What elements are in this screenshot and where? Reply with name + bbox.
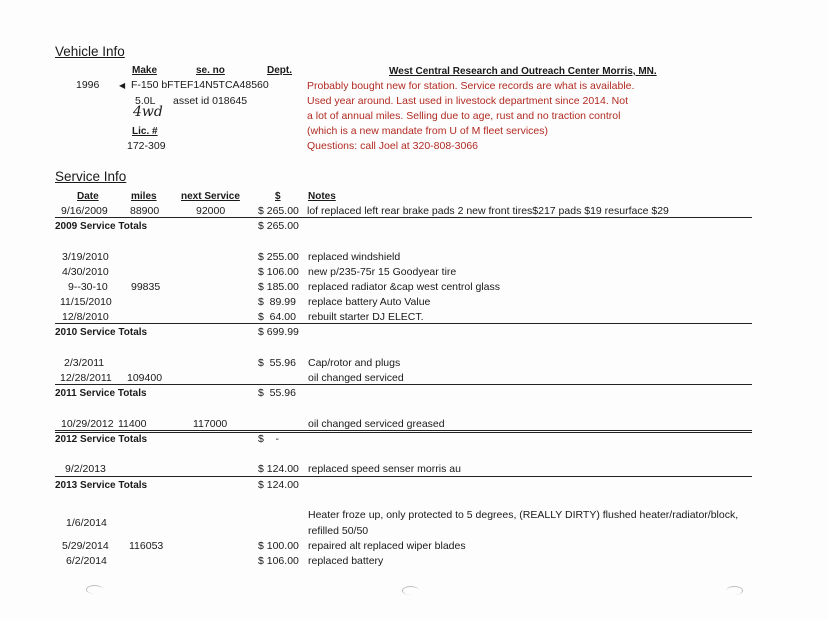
totals-amount: $ 124.00 bbox=[258, 479, 299, 491]
row-amount: $ 265.00 bbox=[258, 205, 299, 217]
row-notes: oil changed serviced bbox=[308, 372, 404, 384]
scan-mark bbox=[402, 586, 419, 595]
scan-mark bbox=[86, 585, 103, 594]
row-date: 12/28/2011 bbox=[60, 372, 112, 384]
dept-header: Dept. bbox=[267, 65, 292, 76]
row-date: 9--30-10 bbox=[68, 281, 108, 293]
vehicle-asset-id: asset id 018645 bbox=[173, 95, 248, 107]
row-date: 6/2/2014 bbox=[66, 555, 107, 567]
row-notes: replace battery Auto Value bbox=[308, 296, 431, 308]
vehicle-engine: 5.0L bbox=[135, 95, 156, 107]
row-notes: replaced speed senser morris au bbox=[308, 463, 461, 475]
row-amount: $ 89.99 bbox=[258, 296, 296, 308]
row-date: 10/29/2012 bbox=[61, 418, 114, 430]
row-date: 5/29/2014 bbox=[62, 540, 109, 552]
row-miles: 109400 bbox=[127, 372, 163, 384]
totals-amount: $ 55.96 bbox=[258, 387, 296, 399]
scan-mark bbox=[726, 586, 743, 595]
make-header: Make bbox=[132, 65, 158, 76]
totals-label: 2013 Service Totals bbox=[55, 480, 148, 491]
row-notes: rebuilt starter DJ ELECT. bbox=[308, 311, 424, 323]
bullet-icon: ◀ bbox=[119, 81, 126, 90]
vehicle-note-line: Questions: call Joel at 320-808-3066 bbox=[307, 140, 479, 152]
vehicle-model: F-150 bFTEF14N5TCA48560 bbox=[131, 79, 269, 91]
totals-label: 2009 Service Totals bbox=[55, 221, 148, 232]
row-date: 9/2/2013 bbox=[65, 463, 106, 475]
row-amount: $ 185.00 bbox=[258, 281, 299, 293]
se-no-header: se. no bbox=[196, 65, 225, 76]
dept-name: West Central Research and Outreach Center Morris, MN. bbox=[389, 66, 657, 77]
vehicle-note-line: Probably bought new for station. Service records are what is available. bbox=[307, 80, 635, 92]
divider bbox=[55, 323, 752, 324]
row-notes: new p/235-75r 15 Goodyear tire bbox=[308, 266, 457, 278]
divider bbox=[55, 217, 752, 218]
vehicle-drive: 4wd bbox=[133, 104, 163, 120]
row-date: 11/15/2010 bbox=[60, 296, 112, 308]
date-header: Date bbox=[77, 191, 99, 202]
row-date: 12/8/2010 bbox=[62, 311, 109, 323]
row-amount: $ 124.00 bbox=[258, 463, 299, 475]
totals-amount: $ 265.00 bbox=[258, 220, 299, 232]
vehicle-note-line: (which is a new mandate from U of M fleet services) bbox=[307, 125, 548, 137]
row-notes: repaired alt replaced wiper blades bbox=[308, 540, 466, 552]
row-amount: $ 106.00 bbox=[258, 266, 299, 278]
lic-header: Lic. # bbox=[132, 126, 158, 137]
vehicle-note-line: a lot of annual miles. Selling due to age, rust and no traction control bbox=[307, 110, 621, 122]
row-notes-continued: refilled 50/50 bbox=[308, 525, 369, 537]
row-amount: $ 100.00 bbox=[258, 540, 299, 552]
row-notes: Heater froze up, only protected to 5 degrees, (REALLY DIRTY) flushed heater/radiator/block, bbox=[308, 509, 739, 521]
row-notes: Cap/rotor and plugs bbox=[308, 357, 401, 369]
row-next-service: 117000 bbox=[193, 418, 228, 430]
row-notes: lof replaced left rear brake pads 2 new front tires$217 pads $19 resurface $29 bbox=[307, 205, 669, 217]
divider bbox=[55, 384, 752, 385]
totals-label: 2011 Service Totals bbox=[55, 388, 147, 399]
row-amount: $ 106.00 bbox=[258, 555, 299, 567]
row-notes: oil changed serviced greased bbox=[308, 418, 445, 430]
row-amount: $ 255.00 bbox=[258, 251, 299, 263]
row-miles: 11400 bbox=[118, 418, 147, 430]
row-date: 9/16/2009 bbox=[61, 205, 108, 217]
totals-label: 2012 Service Totals bbox=[55, 434, 148, 445]
notes-header: Notes bbox=[308, 191, 336, 202]
vehicle-info-title: Vehicle Info bbox=[55, 44, 125, 59]
lic-number: 172-309 bbox=[127, 140, 166, 152]
service-info-title: Service Info bbox=[55, 169, 127, 184]
row-next-service: 92000 bbox=[196, 205, 226, 217]
row-date: 4/30/2010 bbox=[62, 266, 109, 278]
dollar-header: $ bbox=[275, 191, 281, 202]
row-date: 1/6/2014 bbox=[66, 517, 107, 529]
miles-header: miles bbox=[131, 191, 157, 202]
totals-amount: $ - bbox=[258, 433, 280, 445]
row-amount: $ 64.00 bbox=[258, 311, 296, 323]
row-notes: replaced windshield bbox=[308, 251, 401, 263]
row-amount: $ 55.96 bbox=[258, 357, 296, 369]
vehicle-year: 1996 bbox=[76, 79, 100, 91]
totals-amount: $ 699.99 bbox=[258, 326, 299, 338]
row-miles: 88900 bbox=[130, 205, 160, 217]
row-miles: 116053 bbox=[129, 540, 164, 552]
row-miles: 99835 bbox=[131, 281, 161, 293]
row-notes: replaced radiator &cap west centrol glass bbox=[308, 281, 501, 293]
row-notes: replaced battery bbox=[308, 555, 384, 567]
divider bbox=[55, 430, 752, 431]
row-date: 2/3/2011 bbox=[64, 357, 105, 369]
row-date: 3/19/2010 bbox=[62, 251, 109, 263]
vehicle-note-line: Used year around. Last used in livestock department since 2014. Not bbox=[307, 95, 629, 107]
next-service-header: next Service bbox=[181, 191, 240, 202]
divider bbox=[55, 476, 752, 477]
totals-label: 2010 Service Totals bbox=[55, 327, 148, 338]
